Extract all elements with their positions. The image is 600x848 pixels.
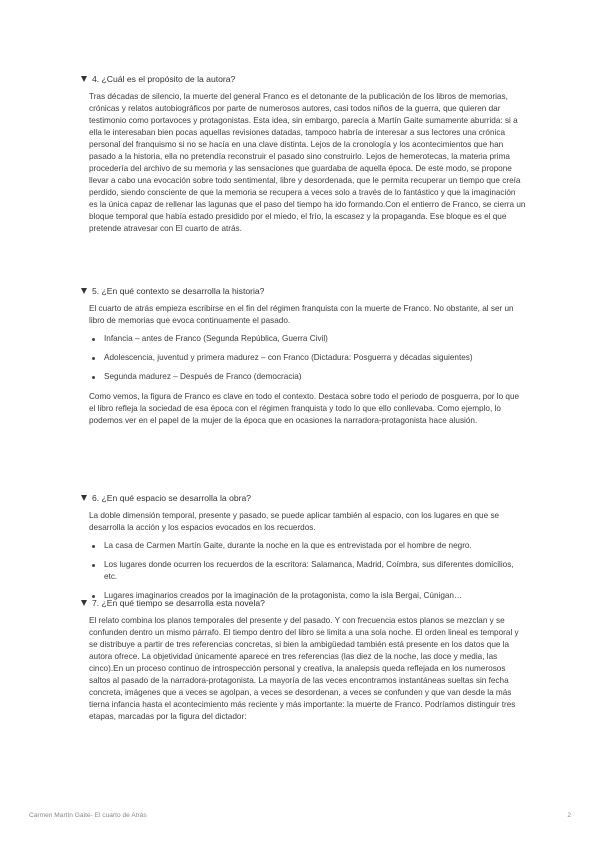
collapse-triangle-icon[interactable]: [81, 600, 87, 606]
page-number: 2: [567, 812, 571, 819]
list-item: Segunda madurez – Después de Franco (democracia): [89, 371, 526, 383]
list-item: Lugares imaginarios creados por la imaginación de la protagonista, como la isla Bergai, Cúnigan…: [89, 590, 526, 602]
section-heading: 6. ¿En qué espacio se desarrolla la obra?: [92, 493, 252, 503]
paragraph: La doble dimensión temporal, presente y pasado, se puede aplicar también al espacio, con los lugares en que se desarrolla la acción y los espacios evocados en los recuerdos.: [89, 511, 500, 532]
section-context: [78, 284, 524, 427]
page-footer: [29, 812, 571, 819]
paragraph: Tras décadas de silencio, la muerte del general Franco es el detonante de la publicación de los libros de memorias, crónicas y relatos autobiográficos por parte de numerosos autores, casi todos niños de la guerra, que quieren dar testimonio como portavoces y protagonistas. Esta idea, sin embargo, parecía a Martín Gaite sumamente aburrida: si a ella le interesaban bien pocas aquellas revisiones datadas, tampoco habría de interesar a sus lectores una crónica personal del franquismo si no se hacía en una clave distinta. Lejos de la cronología y los acontecimientos que han pasado a la historia, ella no pretendía reconstruir el pasado sino construirlo. Lejos de hemerotecas, la materia prima procedería del archivo de su memoria y las sensaciones que guardaba de aquella época. De este modo, se propone llevar a cabo una evocación sobre todo sentimental, libre y desordenada, que le permita recuperar un tiempo que creía perdido, siendo consciente de que la memoria se recupera a veces solo a través de lo fantástico y que la imaginación es la única capaz de rellenar las lagunas que el paso del tiempo ha ido formando.Con el entierro de Franco, se cierra un bloque temporal que había estado presidido por el miedo, el frío, la escasez y la propaganda. Ese bloque es el que pretende atravesar con El cuarto de atrás.: [89, 92, 526, 233]
bullet-list: [89, 333, 526, 383]
list-item: Adolescencia, juventud y primera madurez – con Franco (Dictadura: Posguerra y décadas siguientes): [89, 352, 526, 364]
section-heading: 4. ¿Cuál es el propósito de la autora?: [92, 74, 236, 84]
bullet-list: [89, 540, 526, 602]
footer-title: Carmen Martín Gaite- El cuarto de Atrás: [29, 812, 147, 819]
collapse-triangle-icon[interactable]: [81, 288, 87, 294]
section-space: [78, 491, 524, 602]
paragraph: El relato combina los planos temporales del presente y del pasado. Y con frecuencia estos planos se mezclan y se confunden dentro un mismo párrafo. El tiempo dentro del libro se limita a una sola noche. El orden lineal es temporal y se distribuye a partir de tres referencias concretas, si bien la ambigüedad también está presente en los datos que la autora ofrece. La objetividad únicamente aparece en tres referencias (las diez de la noche, las doce y media, las cinco).En un proceso continuo de introspección personal y creativa, la analepsis queda reflejada en los numerosos saltos al pasado de la narradora-protagonista. La mayoría de las veces encontramos instantáneas sueltas sin fecha concreta, imágenes que a veces se agolpan, a veces se desordenan, a veces se confunden y que van desde la más tierna infancia hasta el acontecimiento más reciente y más importante: la muerte de Franco. Podríamos distinguir tres etapas, marcadas por la figura del dictador:: [89, 616, 519, 721]
section-heading-row[interactable]: [78, 284, 524, 298]
section-heading: 5. ¿En qué contexto se desarrolla la historia?: [92, 286, 265, 296]
paragraph: Como vemos, la figura de Franco es clave en todo el contexto. Destaca sobre todo el periodo de posguerra, por lo que el libro refleja la sociedad de esa época con el régimen franquista y todo lo que ello conllevaba. Como ejemplo, lo podemos ver en el papel de la mujer de la época que en ocasiones la narradora-protagonista hace alusión.: [89, 392, 520, 425]
collapse-triangle-icon[interactable]: [81, 495, 87, 501]
list-item: Los lugares donde ocurren los recuerdos de la escritora: Salamanca, Madrid, Coímbra, sus diferentes domicilios, etc.: [89, 559, 526, 583]
paragraph: El cuarto de atrás empieza escribirse en el fin del régimen franquista con la muerte de Franco. No obstante, al ser un libro de memorias que evoca continuamente el pasado.: [89, 304, 514, 325]
section-heading: 7. ¿En qué tiempo se desarrolla esta novela?: [92, 598, 265, 608]
list-item: Infancia – antes de Franco (Segunda República, Guerra Civil): [89, 333, 526, 345]
section-heading-row[interactable]: [78, 491, 524, 505]
section-heading-row[interactable]: [78, 72, 524, 86]
list-item: La casa de Carmen Martín Gaite, durante la noche en la que es entrevistada por el hombre de negro.: [89, 540, 526, 552]
collapse-triangle-icon[interactable]: [81, 76, 87, 82]
section-purpose: [78, 72, 524, 235]
section-heading-row[interactable]: [78, 596, 524, 610]
section-time: [78, 596, 524, 723]
